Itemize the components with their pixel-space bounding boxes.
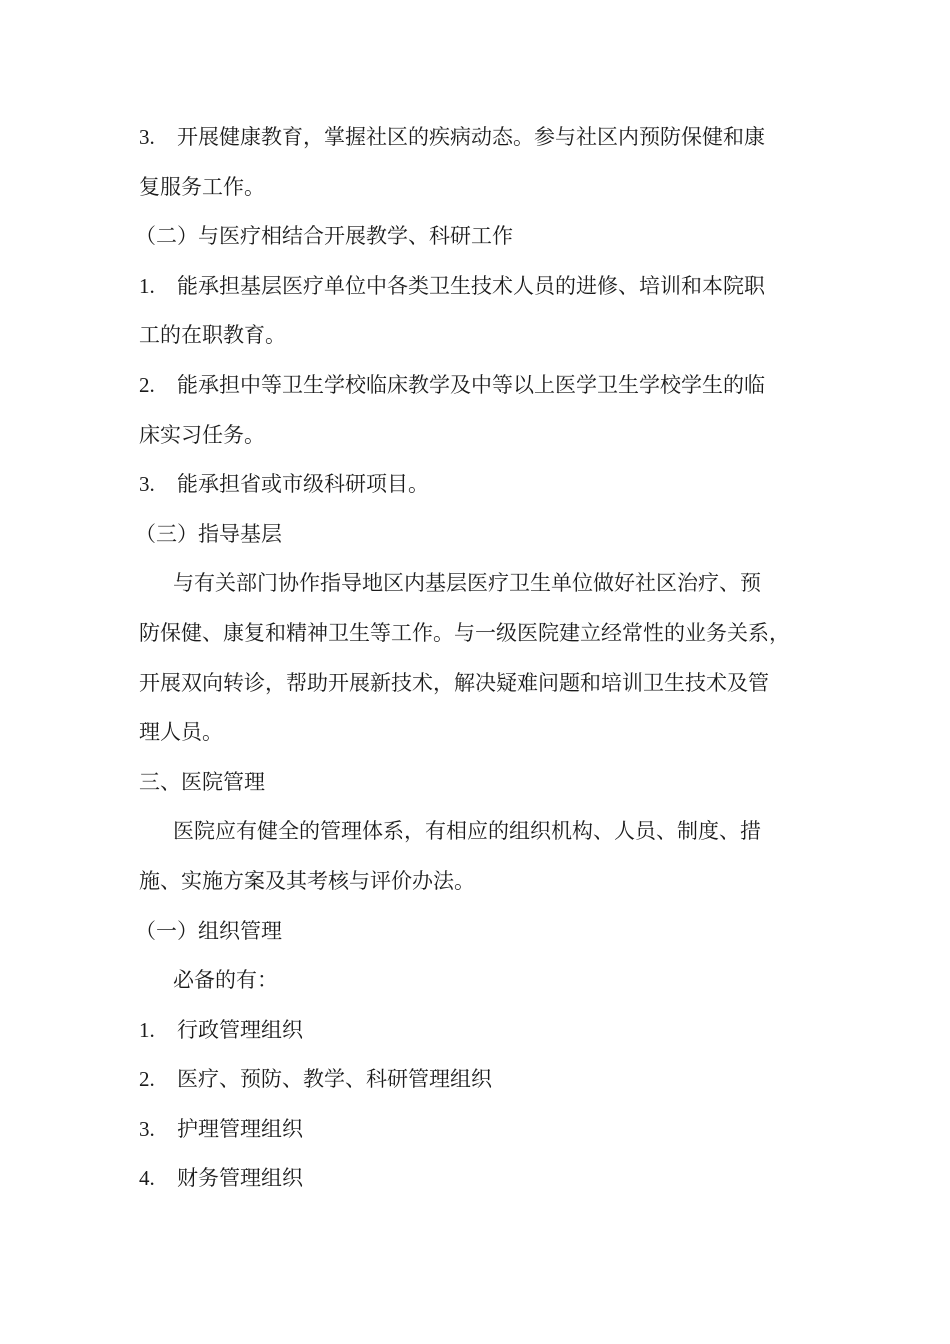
chapter-heading [139, 758, 829, 808]
line-text: 施、实施方案及其考核与评价办法。 [139, 868, 475, 893]
paragraph-line [139, 708, 829, 758]
list-text: 护理管理组织 [177, 1116, 303, 1141]
list-text: 开展健康教育，掌握社区的疾病动态。参与社区内预防保健和康 [177, 125, 765, 149]
list-item [139, 113, 829, 163]
line-text: 防保健、康复和精神卫生等工作。与一级医院建立经常性的业务关系， [139, 620, 790, 645]
section-heading [135, 907, 829, 957]
paragraph-line [139, 857, 829, 907]
list-item [139, 1105, 829, 1155]
list-item [139, 460, 829, 510]
line-text: 工的在职教育。 [139, 323, 286, 348]
list-item [139, 1154, 829, 1204]
section-heading [135, 510, 829, 560]
list-number: 3. [139, 1116, 155, 1141]
line-text: 开展双向转诊，帮助开展新技术，解决疑难问题和培训卫生技术及管 [139, 670, 769, 695]
list-item [139, 262, 829, 312]
paragraph-line [139, 163, 829, 213]
list-text: 能承担中等卫生学校临床教学及中等以上医学卫生学校学生的临 [177, 372, 765, 397]
line-text: 理人员。 [139, 720, 223, 745]
heading-text: （三）指导基层 [135, 521, 282, 546]
list-number: 3. [139, 472, 155, 497]
list-item [139, 1006, 829, 1056]
paragraph-line [139, 659, 829, 709]
paragraph-line [139, 609, 829, 659]
paragraph-line [139, 956, 829, 1006]
line-text: 床实习任务。 [139, 422, 265, 447]
heading-text: （二）与医疗相结合开展教学、科研工作 [135, 224, 513, 249]
heading-text: 三、医院管理 [139, 769, 265, 794]
line-text: 与有关部门协作指导地区内基层医疗卫生单位做好社区治疗、预 [173, 571, 761, 596]
list-number: 1. [139, 273, 155, 298]
document-body [135, 113, 829, 1204]
line-text: 医院应有健全的管理体系，有相应的组织机构、人员、制度、措 [173, 819, 761, 844]
paragraph-line [139, 411, 829, 461]
paragraph-line [139, 559, 829, 609]
list-text: 行政管理组织 [177, 1017, 303, 1042]
list-item [139, 1055, 829, 1105]
heading-text: （一）组织管理 [135, 918, 282, 943]
list-text: 能承担省或市级科研项目。 [177, 472, 429, 497]
list-number: 3. [139, 125, 155, 149]
line-text: 复服务工作。 [139, 174, 265, 199]
list-number: 1. [139, 1017, 155, 1042]
list-number: 2. [139, 372, 155, 397]
list-text: 医疗、预防、教学、科研管理组织 [177, 1067, 492, 1092]
list-text: 财务管理组织 [177, 1166, 303, 1191]
paragraph-line [139, 807, 829, 857]
list-text: 能承担基层医疗单位中各类卫生技术人员的进修、培训和本院职 [177, 273, 765, 298]
section-heading [135, 212, 829, 262]
list-number: 4. [139, 1166, 155, 1191]
line-text: 必备的有： [173, 968, 278, 993]
paragraph-line [139, 311, 829, 361]
list-number: 2. [139, 1067, 155, 1092]
list-item [139, 361, 829, 411]
